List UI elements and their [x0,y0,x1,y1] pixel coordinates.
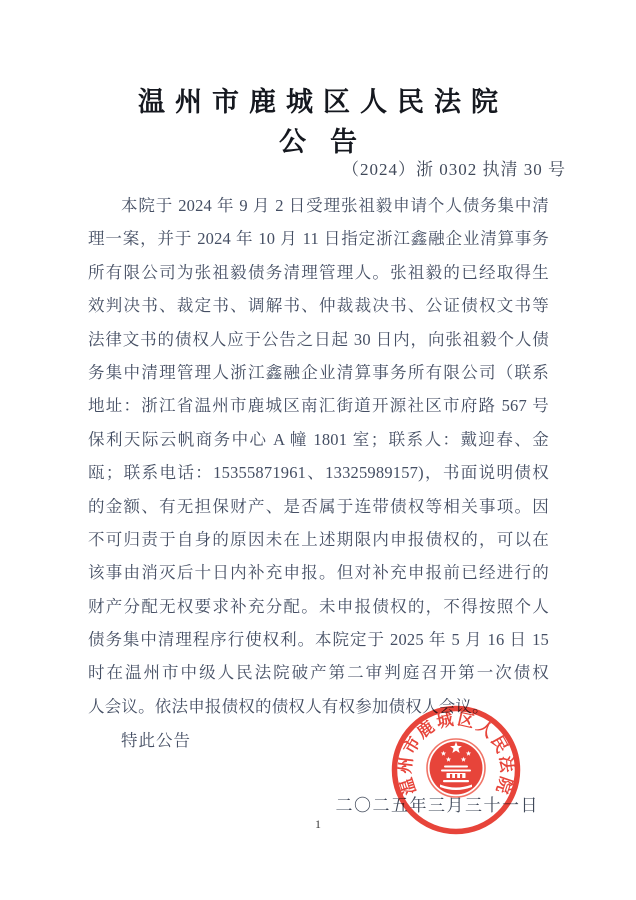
body-line: 保利天际云帆商务中心 A 幢 1801 室；联系人：戴迎春、金 [88,429,549,449]
body-line: 财产分配无权要求补充分配。未申报债权的，不得按照个人 [88,596,549,616]
body-line: 债务集中清理程序行使权利。本院定于 2025 年 5 月 16 日 15 [88,630,549,650]
body-line: 的金额、有无担保财产、是否属于连带债权等相关事项。因 [88,496,549,516]
announcement-body [88,189,549,723]
body-line: 务集中清理管理人浙江鑫融企业清算事务所有限公司（联系 [88,362,549,382]
body-line: 不可归责于自身的原因未在上述期限内申报债权的，可以在 [88,529,549,549]
body-line: 瓯；联系电话：15355871961、13325989157)，书面说明债权 [88,463,549,483]
body-line: 本院于 2024 年 9 月 2 日受理张祖毅申请个人债务集中清 [121,196,549,215]
date-line: 二〇二五年三月三十一日 [335,796,539,815]
official-court-seal-icon [390,704,522,836]
announcement-title: 公告 [279,127,381,157]
court-name-heading: 温州市鹿城区人民法院 [138,87,508,117]
body-line: 所有限公司为张祖毅债务清理管理人。张祖毅的已经取得生 [88,262,549,282]
body-line: 该事由消灭后十日内补充申报。但对补充申报前已经进行的 [88,563,549,583]
body-line: 效判决书、裁定书、调解书、仲裁裁决书、公证债权文书等 [88,296,549,316]
case-number: （2024）浙 0302 执清 30 号 [342,160,566,179]
page-number: 1 [315,817,321,831]
national-emblem-icon [427,739,485,797]
closing-line: 特此公告 [121,731,191,750]
body-line: 地址：浙江省温州市鹿城区南汇街道开源社区市府路 567 号 [88,396,549,416]
body-line: 时在温州市中级人民法院破产第二审判庭召开第一次债权 [88,663,549,683]
body-line: 人会议。依法申报债权的债权人有权参加债权人会议。 [88,696,489,716]
body-line: 法律文书的债权人应于公告之日起 30 日内，向张祖毅个人债 [88,329,549,349]
seal-text: 温州市鹿城区人民法院 [396,710,516,798]
body-line: 理一案，并于 2024 年 10 月 11 日指定浙江鑫融企业清算事务 [88,229,549,249]
